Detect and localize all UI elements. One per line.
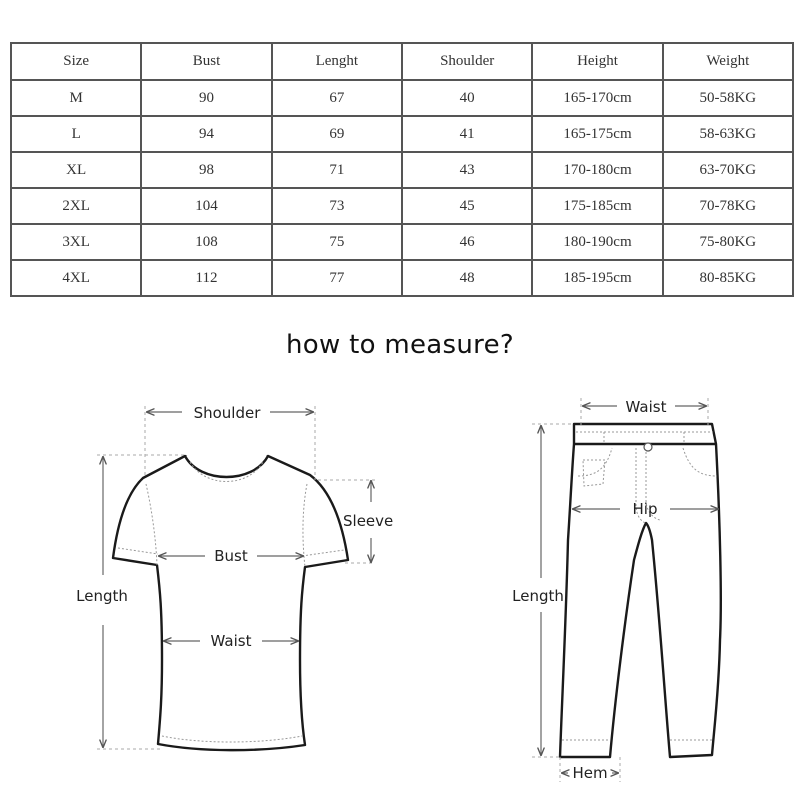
cell-weight: 58-63KG [663, 116, 793, 152]
cell-height: 165-175cm [532, 116, 662, 152]
header-length: Lenght [272, 43, 402, 80]
label-shirt-length: Length [76, 587, 128, 605]
cell-size: M [11, 80, 141, 116]
cell-weight: 63-70KG [663, 152, 793, 188]
pants-outline [560, 424, 721, 757]
cell-shoulder: 45 [402, 188, 532, 224]
cell-bust: 90 [141, 80, 271, 116]
cell-height: 170-180cm [532, 152, 662, 188]
cell-length: 71 [272, 152, 402, 188]
header-weight: Weight [663, 43, 793, 80]
cell-weight: 75-80KG [663, 224, 793, 260]
cell-shoulder: 41 [402, 116, 532, 152]
cell-length: 69 [272, 116, 402, 152]
cell-height: 175-185cm [532, 188, 662, 224]
label-sleeve: Sleeve [343, 512, 394, 530]
cell-shoulder: 48 [402, 260, 532, 296]
cell-shoulder: 40 [402, 80, 532, 116]
cell-length: 77 [272, 260, 402, 296]
cell-length: 73 [272, 188, 402, 224]
cell-bust: 104 [141, 188, 271, 224]
cell-length: 67 [272, 80, 402, 116]
cell-weight: 50-58KG [663, 80, 793, 116]
cell-size: L [11, 116, 141, 152]
cell-length: 75 [272, 224, 402, 260]
label-pants-length: Length [512, 587, 564, 605]
header-size: Size [11, 43, 141, 80]
header-height: Height [532, 43, 662, 80]
cell-size: XL [11, 152, 141, 188]
label-bust: Bust [214, 547, 248, 565]
cell-height: 165-170cm [532, 80, 662, 116]
tshirt-outline [113, 456, 348, 750]
label-shirt-waist: Waist [210, 632, 252, 650]
cell-size: 3XL [11, 224, 141, 260]
header-shoulder: Shoulder [402, 43, 532, 80]
cell-size: 4XL [11, 260, 141, 296]
cell-height: 185-195cm [532, 260, 662, 296]
cell-shoulder: 46 [402, 224, 532, 260]
label-hem: Hem [572, 764, 608, 782]
tshirt-diagram [76, 404, 393, 750]
cell-size: 2XL [11, 188, 141, 224]
cell-weight: 80-85KG [663, 260, 793, 296]
cell-height: 180-190cm [532, 224, 662, 260]
measure-title: how to measure? [286, 330, 514, 360]
cell-bust: 108 [141, 224, 271, 260]
header-bust: Bust [141, 43, 271, 80]
cell-bust: 112 [141, 260, 271, 296]
cell-weight: 70-78KG [663, 188, 793, 224]
label-pants-waist: Waist [625, 398, 667, 416]
cell-bust: 94 [141, 116, 271, 152]
label-shoulder: Shoulder [193, 404, 261, 422]
cell-shoulder: 43 [402, 152, 532, 188]
pants-diagram [512, 398, 721, 782]
cell-bust: 98 [141, 152, 271, 188]
label-hip: Hip [632, 500, 658, 518]
